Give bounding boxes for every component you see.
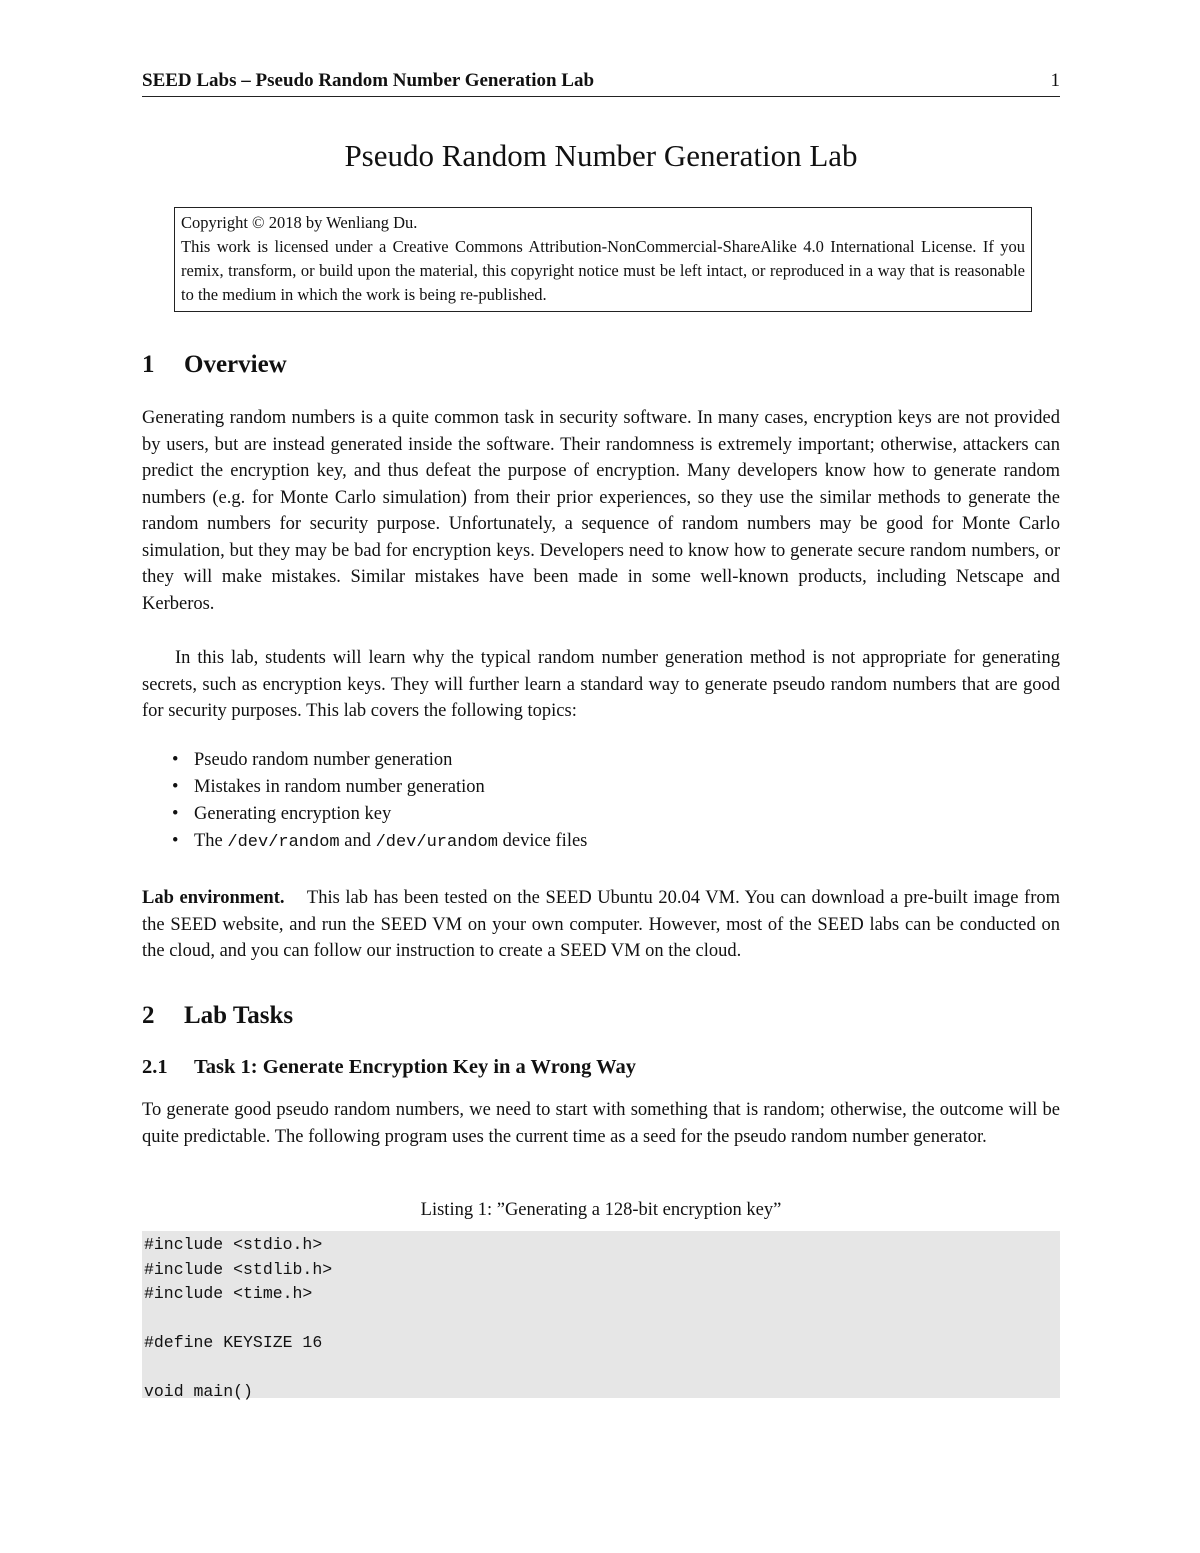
code-line: [144, 1356, 1060, 1381]
topics-list: [142, 747, 1060, 856]
section-title: Overview: [184, 351, 287, 378]
section-heading-overview: [142, 351, 287, 379]
page-number: 1: [1050, 70, 1060, 91]
section-number: 1: [142, 351, 155, 378]
bullet-icon: •: [172, 804, 179, 824]
dev-urandom-path: /dev/urandom: [375, 833, 498, 852]
list-item: • The /dev/random and /dev/urandom device files: [142, 828, 1060, 856]
list-item: • Mistakes in random number generation: [142, 774, 1060, 801]
list-item: • Generating encryption key: [142, 801, 1060, 828]
section-heading-lab-tasks: [142, 1002, 293, 1030]
code-line: #include <stdlib.h>: [144, 1259, 333, 1279]
task1-paragraph: To generate good pseudo random numbers, we need to start with something that is random; otherwise, the outcome will be quite predictable. The following program uses the current time as a seed for the pseudo random number generator.: [142, 1100, 1060, 1147]
section-number: 2: [142, 1002, 155, 1029]
section-title: Lab Tasks: [184, 1002, 294, 1029]
subsection-number: 2.1: [142, 1056, 168, 1078]
lab-environment-text: This lab has been tested on the SEED Ubuntu 20.04 VM. You can download a pre-built image from the SEED website, and run the SEED VM on your own computer. However, most of the SEED labs can be conducted on the cloud, and you can follow our instruction to create a SEED VM on the cloud.: [142, 888, 1060, 961]
code-line: #include <stdio.h>: [144, 1235, 323, 1254]
running-title: SEED Labs – Pseudo Random Number Generation Lab: [142, 70, 595, 91]
copyright-line: Copyright © 2018 by Wenliang Du.: [181, 213, 418, 232]
subsection-heading-task1: [142, 1056, 636, 1079]
bullet-icon: •: [172, 831, 179, 851]
copyright-notice: [174, 207, 1032, 312]
running-header: [142, 70, 1060, 97]
list-item: • Pseudo random number generation: [142, 747, 1060, 774]
code-line: #define KEYSIZE 16: [144, 1333, 323, 1352]
code-line: [144, 1307, 1060, 1332]
listing-caption: Listing 1: ”Generating a 128-bit encryption key”: [420, 1200, 782, 1220]
license-text: This work is licensed under a Creative Commons Attribution-NonCommercial-ShareAlike 4.0 International License. If you remix, transform, or build upon the material, this copyright notice must be left intact, or reproduced in a way that is reasonable to the medium in which the work is being re-published.: [181, 237, 1025, 304]
code-line: #include <time.h>: [144, 1284, 313, 1303]
dev-random-path: /dev/random: [227, 833, 340, 852]
document-title: Pseudo Random Number Generation Lab: [344, 138, 858, 173]
subsection-title: Task 1: Generate Encryption Key in a Wrong Way: [194, 1056, 636, 1078]
code-line: void main(): [144, 1382, 253, 1401]
lab-environment-paragraph: [142, 885, 1060, 965]
code-listing: [142, 1231, 1060, 1401]
bullet-icon: •: [172, 750, 179, 770]
lab-environment-label: Lab environment.: [142, 888, 285, 908]
overview-paragraph-2: In this lab, students will learn why the typical random number generation method is not appropriate for generating secrets, such as encryption keys. They will further learn a standard way to generate pseudo random numbers that are good for security purposes. This lab covers the following topics:: [142, 648, 1060, 721]
overview-paragraph-1: Generating random numbers is a quite common task in security software. In many cases, encryption keys are not provided by users, but are instead generated inside the software. Their randomness is extremely important; otherwise, attackers can predict the encryption key, and thus defeat the purpose of encryption. Many developers know how to generate random numbers (e.g. for Monte Carlo simulation) from their prior experiences, so they use the similar methods to generate the random numbers for security purpose. Unfortunately, a sequence of random numbers may be good for Monte Carlo simulation, but they may be bad for encryption keys. Developers need to know how to generate secure random numbers, or they will make mistakes. Similar mistakes have been made in some well-known products, including Netscape and Kerberos.: [142, 408, 1060, 614]
bullet-icon: •: [172, 777, 179, 797]
